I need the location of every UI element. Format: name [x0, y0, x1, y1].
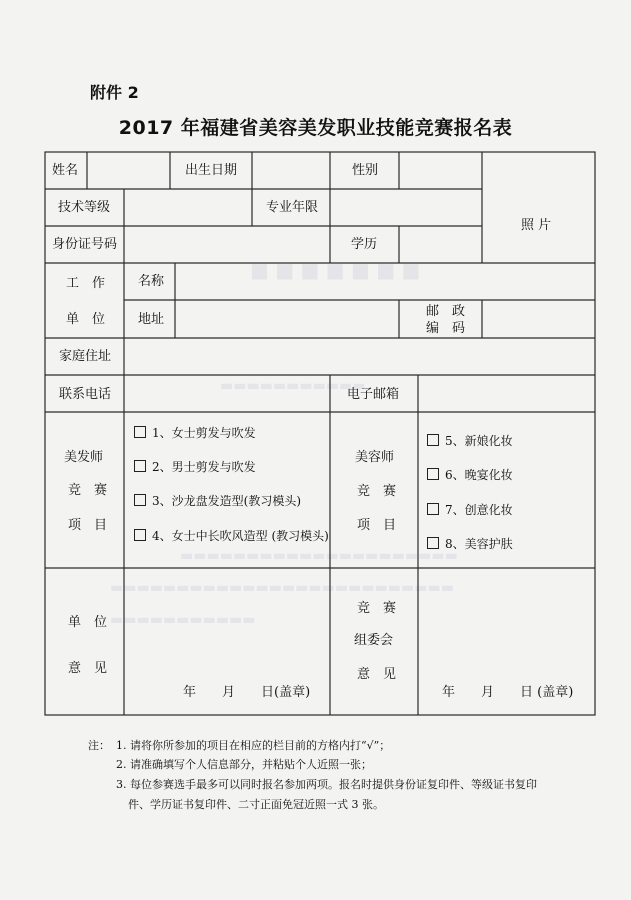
hair-item-3-checkbox[interactable] — [134, 494, 301, 507]
beauty-group-label-3: 项 目 — [357, 518, 397, 533]
name-label: 姓名 — [52, 163, 79, 178]
gender-input-cell[interactable] — [400, 153, 481, 188]
checkbox-square-icon[interactable] — [134, 460, 146, 472]
postal-code-label-1: 邮 政 — [426, 304, 466, 319]
checkbox-square-icon[interactable] — [427, 468, 439, 480]
home-address-input-cell[interactable] — [125, 339, 594, 374]
bleed-through-mark: ▬▬▬▬▬▬▬▬▬▬▬ — [220, 378, 366, 394]
work-unit-label-2: 单 位 — [66, 312, 106, 327]
beauty-item-6-checkbox[interactable] — [427, 468, 513, 481]
beauty-item-8-label: 8、美容护肤 — [445, 537, 513, 551]
bleed-through-mark: ▬▬▬▬▬▬▬▬▬▬▬ — [110, 612, 256, 628]
beauty-item-7-label: 7、创意化妆 — [445, 503, 513, 517]
hair-item-3-label: 3、沙龙盘发造型(教习模头) — [152, 494, 301, 508]
hair-group-label-1: 美发师 — [64, 450, 104, 465]
hair-item-2-label: 2、男士剪发与吹发 — [152, 460, 256, 474]
beauty-item-5-label: 5、新娘化妆 — [445, 434, 513, 448]
hair-item-2-checkbox[interactable] — [134, 460, 256, 473]
beauty-group-label-2: 竞 赛 — [357, 484, 397, 499]
id-number-label: 身份证号码 — [52, 237, 118, 252]
committee-opinion-label-2: 组委会 — [354, 633, 394, 648]
checkbox-square-icon[interactable] — [427, 503, 439, 515]
beauty-item-6-label: 6、晚宴化妆 — [445, 468, 513, 482]
checkbox-square-icon[interactable] — [427, 537, 439, 549]
education-label: 学历 — [351, 237, 378, 252]
email-label: 电子邮箱 — [347, 387, 400, 402]
hair-item-1-label: 1、女士剪发与吹发 — [152, 426, 256, 440]
unit-name-label: 名称 — [138, 274, 165, 289]
postal-code-label-2: 编 码 — [426, 321, 466, 336]
hair-item-1-checkbox[interactable] — [134, 426, 256, 439]
years-input-cell[interactable] — [331, 190, 481, 225]
years-label: 专业年限 — [266, 200, 319, 215]
bleed-through-mark: ■ ■ ■ ■ ■ ■ ■ — [250, 258, 421, 282]
email-input-cell[interactable] — [419, 376, 594, 411]
committee-opinion-date-stamp: 年 月 日 (盖章) — [442, 685, 574, 700]
beauty-item-8-checkbox[interactable] — [427, 537, 513, 550]
tech-level-input-cell[interactable] — [125, 190, 251, 225]
tech-level-label: 技术等级 — [58, 200, 111, 215]
beauty-item-5-checkbox[interactable] — [427, 434, 513, 447]
photo-cell[interactable] — [483, 153, 594, 262]
unit-opinion-label-1: 单 位 — [68, 615, 108, 630]
education-input-cell[interactable] — [400, 227, 481, 262]
work-unit-label-1: 工 作 — [66, 276, 106, 291]
beauty-item-7-checkbox[interactable] — [427, 503, 513, 516]
gender-label: 性别 — [352, 163, 379, 178]
notes-prefix: 注： — [88, 739, 110, 752]
hair-group-label-2: 竞 赛 — [68, 483, 108, 498]
checkbox-square-icon[interactable] — [134, 494, 146, 506]
unit-address-label: 地址 — [138, 312, 165, 327]
name-input-cell[interactable] — [88, 153, 169, 188]
phone-input-cell[interactable] — [125, 376, 329, 411]
hair-group-label-3: 项 目 — [68, 518, 108, 533]
beauty-group-label-1: 美容师 — [355, 450, 395, 465]
photo-label: 照 片 — [521, 218, 552, 233]
form-title: 2017 年福建省美容美发职业技能竞赛报名表 — [118, 117, 513, 139]
unit-address-input-cell[interactable] — [176, 301, 398, 337]
committee-opinion-label-1: 竞 赛 — [357, 601, 397, 616]
note-line-4: 件、学历证书复印件、二寸正面免冠近照一式 3 张。 — [128, 798, 384, 811]
checkbox-square-icon[interactable] — [427, 434, 439, 446]
bleed-through-mark: ▬▬▬▬▬▬▬▬▬▬▬▬▬▬▬▬▬▬▬▬▬ — [180, 548, 458, 564]
checkbox-square-icon[interactable] — [134, 426, 146, 438]
postal-code-input-cell[interactable] — [483, 301, 594, 337]
note-line-3: 3. 每位参赛选手最多可以同时报名参加两项。报名时提供身份证复印件、等级证书复印 — [116, 778, 537, 791]
unit-opinion-date-stamp: 年 月 日(盖章) — [183, 685, 311, 700]
unit-name-input-cell[interactable] — [176, 264, 594, 299]
checkbox-square-icon[interactable] — [134, 529, 146, 541]
id-number-input-cell[interactable] — [125, 227, 329, 262]
phone-label: 联系电话 — [59, 387, 112, 402]
hair-item-4-checkbox[interactable] — [134, 529, 329, 542]
hair-item-4-label: 4、女士中长吹风造型 (教习模头) — [152, 529, 329, 543]
bleed-through-mark: ▬▬▬▬▬▬▬▬▬▬▬▬▬▬▬▬▬▬▬▬▬▬▬▬▬▬ — [110, 580, 454, 596]
unit-opinion-label-2: 意 见 — [68, 661, 108, 676]
note-line-2: 2. 请准确填写个人信息部分，并粘贴个人近照一张； — [116, 758, 372, 771]
note-line-1: 1. 请将你所参加的项目在相应的栏目前的方格内打“√”； — [116, 739, 391, 752]
birth-date-input-cell[interactable] — [253, 153, 329, 188]
committee-opinion-label-3: 意 见 — [357, 667, 397, 682]
birth-date-label: 出生日期 — [185, 163, 238, 178]
annex-label: 附件 2 — [90, 83, 139, 102]
home-address-label: 家庭住址 — [59, 349, 112, 364]
